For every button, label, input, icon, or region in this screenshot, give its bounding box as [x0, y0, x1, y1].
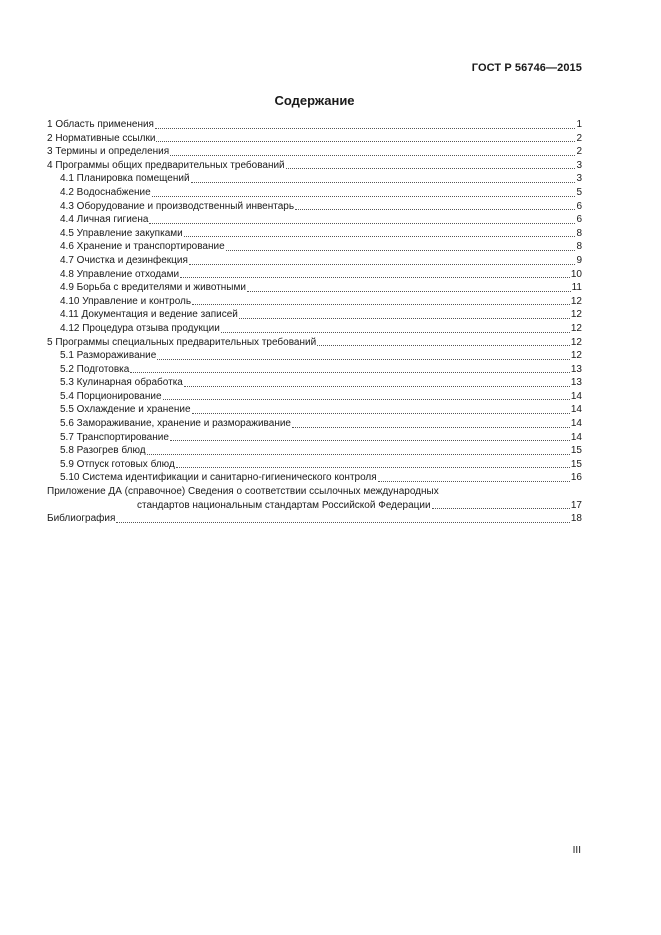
toc-leader-dots: [221, 332, 570, 333]
toc-entry-page: 10: [570, 268, 582, 280]
toc-entry-title: 4.1 Планировка помещений: [60, 173, 190, 185]
toc-entry-title: 5 Программы специальных предварительных требований: [47, 336, 317, 348]
toc-entry-title: 5.10 Система идентификации и санитарно-гигиенического контроля: [60, 472, 377, 484]
toc-entry-page: 1: [576, 119, 582, 130]
toc-entry-page: 2: [576, 132, 582, 144]
toc-entry-title: 5.6 Замораживание, хранение и размораживание: [60, 418, 291, 430]
toc-entry-page: 12: [570, 322, 582, 334]
toc-entry[interactable]: [47, 431, 582, 445]
toc-entry[interactable]: [47, 471, 582, 485]
toc-leader-dots: [226, 250, 576, 251]
toc-entry-title: 5.7 Транспортирование: [60, 431, 169, 443]
table-of-contents: [47, 118, 582, 526]
toc-entry[interactable]: [47, 444, 582, 458]
toc-leader-dots: [147, 454, 570, 455]
toc-entry-title: 4.3 Оборудование и производственный инвентарь: [60, 200, 295, 212]
toc-entry-title: Библиография: [47, 513, 116, 525]
toc-entry[interactable]: [47, 145, 582, 159]
toc-entry[interactable]: [47, 281, 582, 295]
toc-entry-title: 4.6 Хранение и транспортирование: [60, 241, 225, 253]
toc-leader-dots: [192, 304, 570, 305]
toc-leader-dots: [378, 481, 570, 482]
toc-entry[interactable]: [47, 485, 582, 499]
toc-entry[interactable]: [47, 268, 582, 282]
toc-entry[interactable]: [47, 363, 582, 377]
toc-leader-dots: [170, 440, 570, 441]
toc-entry-title: 3 Термины и определения: [47, 146, 170, 158]
toc-leader-dots: [191, 182, 576, 183]
toc-entry[interactable]: [47, 390, 582, 404]
toc-entry-page: 17: [570, 499, 582, 511]
toc-leader-dots: [180, 277, 570, 278]
toc-entry-title: 5.5 Охлаждение и хранение: [60, 404, 191, 416]
toc-entry[interactable]: [47, 118, 582, 132]
toc-leader-dots: [152, 196, 576, 197]
toc-leader-dots: [247, 291, 571, 292]
toc-entry-page: 6: [576, 200, 582, 212]
toc-entry[interactable]: [47, 200, 582, 214]
toc-leader-dots: [116, 522, 569, 523]
toc-entry-page: 14: [570, 418, 582, 430]
toc-entry[interactable]: [47, 213, 582, 227]
toc-entry-page: 14: [570, 390, 582, 402]
toc-entry[interactable]: [47, 227, 582, 241]
toc-entry-title: 5.3 Кулинарная обработка: [60, 377, 183, 389]
toc-entry-page: 6: [576, 214, 582, 226]
toc-leader-dots: [163, 399, 570, 400]
toc-entry[interactable]: [47, 308, 582, 322]
toc-entry-page: 3: [576, 173, 582, 185]
toc-entry-page: 9: [576, 254, 582, 266]
toc-entry-title: 4.12 Процедура отзыва продукции: [60, 322, 220, 334]
toc-leader-dots: [149, 223, 575, 224]
toc-entry[interactable]: [47, 458, 582, 472]
toc-leader-dots: [156, 141, 575, 142]
toc-entry[interactable]: [47, 172, 582, 186]
toc-entry-title: 4.2 Водоснабжение: [60, 186, 151, 198]
toc-entry-title: 4.7 Очистка и дезинфекция: [60, 254, 188, 266]
toc-entry-page: 15: [570, 458, 582, 470]
toc-leader-dots: [170, 155, 575, 156]
toc-entry-title: 4.4 Личная гигиена: [60, 214, 149, 226]
toc-entry-page: 12: [570, 295, 582, 307]
toc-entry-title: 4.5 Управление закупками: [60, 227, 183, 239]
toc-entry-page: 18: [570, 513, 582, 525]
toc-leader-dots: [192, 413, 570, 414]
toc-entry[interactable]: [47, 186, 582, 200]
toc-entry-page: 12: [570, 350, 582, 362]
toc-entry[interactable]: [47, 132, 582, 146]
toc-entry[interactable]: [47, 349, 582, 363]
toc-leader-dots: [130, 372, 570, 373]
toc-leader-dots: [155, 128, 575, 129]
toc-entry-title: стандартов национальным стандартам Российской Федерации: [137, 499, 431, 511]
toc-entry-page: 12: [570, 336, 582, 348]
toc-leader-dots: [292, 427, 570, 428]
toc-entry-page: 11: [571, 282, 582, 294]
toc-leader-dots: [157, 359, 570, 360]
toc-entry-title: 4.10 Управление и контроль: [60, 295, 192, 307]
toc-entry-title: 4 Программы общих предварительных требований: [47, 159, 285, 171]
toc-entry-page: 12: [570, 309, 582, 321]
toc-leader-dots: [189, 264, 576, 265]
toc-title: Содержание: [274, 93, 355, 108]
toc-leader-dots: [317, 345, 570, 346]
toc-entry-page: 5: [576, 186, 582, 198]
toc-leader-dots: [432, 508, 570, 509]
toc-entry-title: 2 Нормативные ссылки: [47, 132, 156, 144]
toc-entry-title: 4.11 Документация и ведение записей: [60, 309, 238, 321]
toc-entry[interactable]: [47, 159, 582, 173]
toc-entry-page: 2: [576, 146, 582, 158]
toc-entry[interactable]: [47, 295, 582, 309]
toc-leader-dots: [184, 386, 570, 387]
toc-entry-page: 14: [570, 431, 582, 443]
toc-entry[interactable]: [47, 322, 582, 336]
toc-entry-title: 5.8 Разогрев блюд: [60, 445, 146, 457]
toc-entry-page: 16: [570, 472, 582, 484]
toc-leader-dots: [295, 209, 575, 210]
toc-entry-page: 13: [570, 377, 582, 389]
document-code: ГОСТ Р 56746—2015: [471, 62, 582, 74]
toc-leader-dots: [286, 168, 576, 169]
toc-leader-dots: [184, 236, 576, 237]
toc-entry-title: 5.4 Порционирование: [60, 390, 162, 402]
toc-entry-page: 14: [570, 404, 582, 416]
toc-entry[interactable]: [47, 254, 582, 268]
toc-entry[interactable]: [47, 376, 582, 390]
toc-entry-page: 8: [576, 227, 582, 239]
toc-leader-dots: [176, 467, 570, 468]
toc-entry[interactable]: [47, 403, 582, 417]
toc-entry-page: 8: [576, 241, 582, 253]
toc-entry-title: 5.1 Размораживание: [60, 350, 157, 362]
toc-leader-dots: [239, 318, 570, 319]
toc-entry-title: 5.9 Отпуск готовых блюд: [60, 458, 175, 470]
toc-entry[interactable]: [47, 336, 582, 350]
toc-entry[interactable]: [47, 512, 582, 526]
toc-entry[interactable]: [47, 417, 582, 431]
toc-entry-title: 4.8 Управление отходами: [60, 268, 180, 280]
toc-entry-title: 4.9 Борьба с вредителями и животными: [60, 282, 246, 294]
page-number: III: [572, 845, 581, 856]
toc-entry-title: Приложение ДА (справочное) Сведения о соответствии ссылочных международных: [47, 486, 439, 498]
toc-entry-page: 3: [576, 159, 582, 171]
toc-entry-page: 13: [570, 363, 582, 375]
toc-entry-title: 1 Область применения: [47, 119, 154, 130]
toc-entry-page: 15: [570, 445, 582, 457]
toc-entry[interactable]: [47, 240, 582, 254]
toc-entry[interactable]: [47, 499, 582, 513]
toc-entry-title: 5.2 Подготовка: [60, 363, 130, 375]
